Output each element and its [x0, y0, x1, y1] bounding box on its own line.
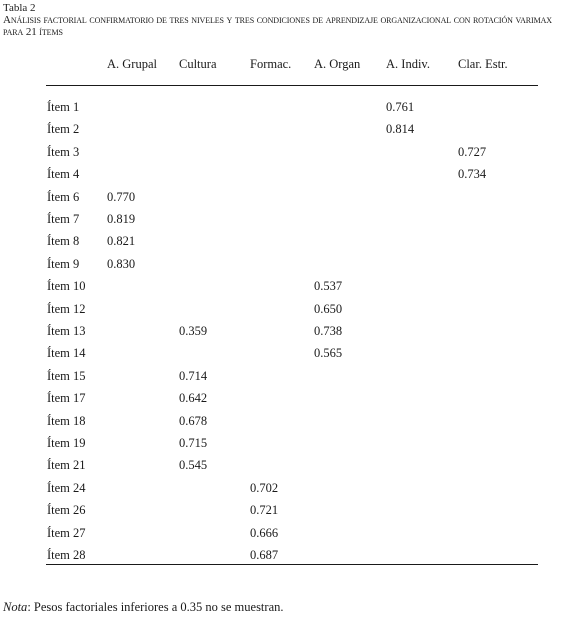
table-cell: 0.714	[179, 368, 208, 383]
column-header: A. Grupal	[107, 57, 157, 71]
table-bottom-rule	[46, 564, 538, 565]
table-cell: 0.721	[250, 503, 279, 518]
table-top-rule	[46, 85, 538, 86]
row-label: Ítem 10	[47, 279, 86, 294]
table-cell: 0.814	[386, 122, 415, 137]
row-label: Ítem 13	[47, 324, 86, 338]
row-label: Ítem 12	[47, 301, 86, 316]
table-number: Tabla 2	[3, 2, 36, 14]
table-cell: 0.727	[458, 144, 487, 159]
table-title: Análisis factorial confirmatorio de tres niveles y tres condiciones de aprendizaje organizacional con rotación varimax para 21 ítems	[3, 14, 552, 38]
table-cell: 0.821	[107, 234, 136, 249]
table-cell: 0.702	[250, 480, 279, 495]
table-cell: 0.678	[179, 413, 208, 428]
column-header: Cultura	[179, 57, 217, 71]
table-note	[3, 600, 284, 615]
row-label: Ítem 15	[47, 368, 86, 383]
row-label: Ítem 8	[47, 234, 80, 249]
table-cell: 0.715	[179, 436, 208, 450]
table-cell: 0.761	[386, 100, 415, 114]
note-text: : Pesos factoriales inferiores a 0.35 no se muestran.	[27, 600, 284, 614]
table-cell: 0.687	[250, 548, 279, 562]
table-cell: 0.537	[314, 279, 343, 294]
table-cell: 0.819	[107, 212, 136, 226]
table-cell: 0.734	[458, 167, 487, 182]
row-label: Ítem 19	[47, 436, 86, 450]
row-label: Ítem 14	[47, 346, 86, 361]
row-label: Ítem 9	[47, 256, 80, 271]
row-label: Ítem 18	[47, 413, 86, 428]
note-label: Nota	[3, 600, 28, 614]
column-header: Clar. Estr.	[458, 57, 508, 71]
row-label: Ítem 24	[47, 480, 86, 495]
table-cell: 0.642	[179, 391, 208, 406]
row-label: Ítem 27	[47, 525, 86, 540]
column-header: A. Indiv.	[386, 57, 430, 71]
row-label: Ítem 17	[47, 391, 86, 406]
column-header: Formac.	[250, 57, 292, 71]
table-cell: 0.830	[107, 256, 136, 271]
table-cell: 0.359	[179, 324, 208, 338]
table-cell: 0.770	[107, 189, 136, 204]
row-label: Ítem 6	[47, 189, 80, 204]
table-caption	[3, 2, 573, 38]
row-label: Ítem 21	[47, 458, 86, 473]
row-label: Ítem 7	[47, 212, 80, 226]
table-cell: 0.565	[314, 346, 343, 361]
table-cell: 0.545	[179, 458, 208, 473]
row-label: Ítem 3	[47, 144, 80, 159]
table-cell: 0.650	[314, 301, 343, 316]
column-header: A. Organ	[314, 57, 361, 71]
table-cell: 0.666	[250, 525, 279, 540]
row-label: Ítem 28	[47, 548, 86, 562]
table-cell: 0.738	[314, 324, 343, 338]
row-label: Ítem 26	[47, 503, 86, 518]
row-label: Ítem 1	[47, 100, 80, 114]
row-label: Ítem 4	[47, 167, 80, 182]
row-label: Ítem 2	[47, 122, 80, 137]
